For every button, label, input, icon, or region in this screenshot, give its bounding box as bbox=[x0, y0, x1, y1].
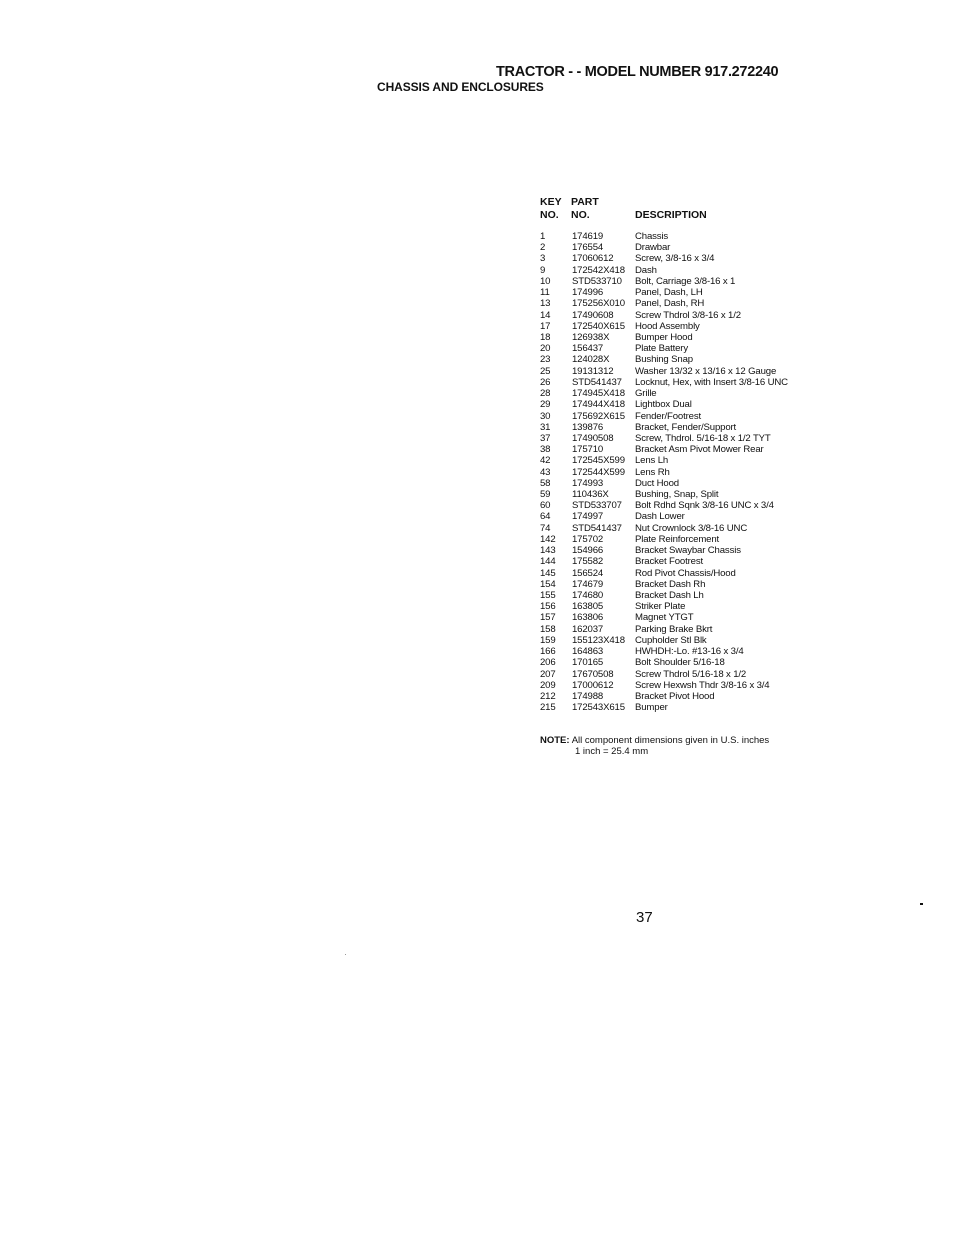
key-number: 143 bbox=[540, 545, 556, 557]
part-description: Screw, Thdrol. 5/16-18 x 1/2 TYT bbox=[635, 432, 771, 444]
part-description: Bumper Hood bbox=[635, 331, 693, 343]
part-number: 155123X418 bbox=[572, 634, 625, 646]
part-number: 174996 bbox=[572, 287, 604, 299]
key-header-line2: NO. bbox=[540, 209, 559, 221]
key-number: 166 bbox=[540, 646, 556, 658]
part-number: STD533707 bbox=[572, 500, 622, 512]
note-label: NOTE: bbox=[540, 735, 570, 746]
key-header-line1: KEY bbox=[540, 196, 562, 208]
part-description: Bumper bbox=[635, 702, 668, 714]
part-description: Drawbar bbox=[635, 242, 671, 254]
part-number: 172544X599 bbox=[572, 466, 625, 478]
part-description: Grille bbox=[635, 388, 657, 400]
part-number: 156524 bbox=[572, 567, 604, 579]
part-description: Magnet YTGT bbox=[635, 612, 694, 624]
dimension-note bbox=[540, 735, 769, 757]
part-number: 156437 bbox=[572, 343, 604, 355]
part-header-line2: NO. bbox=[571, 209, 590, 221]
part-number: 139876 bbox=[572, 421, 604, 433]
part-number: 174619 bbox=[572, 231, 604, 242]
part-number: 124028X bbox=[572, 354, 610, 366]
part-description: Parking Brake Bkrt bbox=[635, 623, 713, 635]
part-description: Nut Crownlock 3/8-16 UNC bbox=[635, 522, 748, 534]
part-description: Locknut, Hex, with Insert 3/8-16 UNC bbox=[635, 376, 788, 388]
part-description: Lens Lh bbox=[635, 455, 669, 467]
part-description: Bracket Swaybar Chassis bbox=[635, 545, 741, 557]
key-number: 23 bbox=[540, 354, 551, 366]
part-number: 172540X615 bbox=[572, 320, 625, 332]
description-header: DESCRIPTION bbox=[635, 209, 707, 221]
part-description: Bushing Snap bbox=[635, 354, 693, 366]
part-number: 176554 bbox=[572, 242, 604, 254]
note-line-2: 1 inch = 25.4 mm bbox=[575, 746, 649, 757]
part-description: Bolt, Carriage 3/8-16 x 1 bbox=[635, 275, 736, 287]
part-number: 172542X418 bbox=[572, 264, 625, 276]
part-number: 170165 bbox=[572, 657, 604, 669]
part-number: 19131312 bbox=[572, 365, 614, 377]
part-description: Bracket, Fender/Support bbox=[635, 421, 737, 433]
part-header-line1: PART bbox=[571, 196, 599, 208]
part-description: Rod Pivot Chassis/Hood bbox=[635, 567, 736, 579]
key-number: 212 bbox=[540, 690, 556, 702]
stray-speck bbox=[345, 954, 346, 955]
key-number: 60 bbox=[540, 500, 551, 512]
part-number: 175692X615 bbox=[572, 410, 625, 422]
key-number: 10 bbox=[540, 275, 551, 287]
key-number: 31 bbox=[540, 421, 551, 433]
key-number: 144 bbox=[540, 556, 556, 568]
part-description: Plate Reinforcement bbox=[635, 533, 720, 545]
part-description: HWHDH:-Lo. #13-16 x 3/4 bbox=[635, 646, 744, 658]
key-number: 18 bbox=[540, 331, 551, 343]
part-number: 174945X418 bbox=[572, 388, 625, 400]
key-number: 159 bbox=[540, 634, 556, 646]
part-number: 175710 bbox=[572, 444, 604, 456]
part-description: Chassis bbox=[635, 231, 669, 242]
key-number: 37 bbox=[540, 432, 551, 444]
key-number: 11 bbox=[540, 287, 550, 299]
part-description: Lens Rh bbox=[635, 466, 670, 478]
part-description: Screw Thdrol 3/8-16 x 1/2 bbox=[635, 309, 741, 321]
part-number: 17490608 bbox=[572, 309, 614, 321]
part-number: 174993 bbox=[572, 477, 604, 489]
key-number: 28 bbox=[540, 388, 551, 400]
part-description: Hood Assembly bbox=[635, 320, 700, 332]
part-number: 162037 bbox=[572, 623, 604, 635]
key-number: 42 bbox=[540, 455, 551, 467]
part-description: Washer 13/32 x 13/16 x 12 Gauge bbox=[635, 365, 777, 377]
part-number: 110436X bbox=[572, 489, 609, 501]
part-number: 164863 bbox=[572, 646, 604, 658]
key-number: 38 bbox=[540, 444, 551, 456]
key-number: 30 bbox=[540, 410, 551, 422]
part-number: 175256X010 bbox=[572, 298, 625, 310]
page-number: 37 bbox=[636, 909, 653, 926]
key-number: 215 bbox=[540, 702, 556, 714]
key-number: 29 bbox=[540, 399, 551, 411]
key-number: 1 bbox=[540, 231, 546, 242]
key-number: 59 bbox=[540, 489, 551, 501]
key-number: 43 bbox=[540, 466, 551, 478]
part-description: Bushing, Snap, Split bbox=[635, 489, 719, 501]
part-number: 17670508 bbox=[572, 668, 614, 680]
part-number: 175702 bbox=[572, 533, 604, 545]
key-number: 142 bbox=[540, 533, 556, 545]
key-number: 9 bbox=[540, 264, 546, 276]
key-number: 206 bbox=[540, 657, 556, 669]
part-number: 174944X418 bbox=[572, 399, 625, 411]
part-number: 174680 bbox=[572, 590, 604, 601]
key-number: 207 bbox=[540, 668, 556, 680]
part-description: Bracket Dash Rh bbox=[635, 578, 706, 590]
part-description: Lightbox Dual bbox=[635, 399, 692, 411]
stray-mark bbox=[920, 903, 923, 905]
key-number: 64 bbox=[540, 511, 551, 523]
part-description: Screw, 3/8-16 x 3/4 bbox=[635, 253, 715, 265]
key-number: 2 bbox=[540, 242, 546, 254]
part-number: 172545X599 bbox=[572, 455, 625, 467]
part-number: STD541437 bbox=[572, 376, 622, 388]
key-number: 156 bbox=[540, 601, 556, 613]
key-number: 158 bbox=[540, 623, 556, 635]
note-line-1: All component dimensions given in U.S. inches bbox=[571, 735, 770, 746]
key-number: 25 bbox=[540, 365, 551, 377]
part-number: 175582 bbox=[572, 556, 604, 568]
part-number: 154966 bbox=[572, 545, 604, 557]
part-number: 17060612 bbox=[572, 253, 614, 265]
part-description: Bracket Pivot Hood bbox=[635, 690, 715, 702]
part-description: Bolt Shoulder 5/16-18 bbox=[635, 657, 725, 669]
part-number: STD541437 bbox=[572, 522, 622, 534]
part-description: Screw Hexwsh Thdr 3/8-16 x 3/4 bbox=[635, 679, 770, 691]
key-number: 17 bbox=[540, 320, 551, 332]
key-number: 209 bbox=[540, 679, 556, 691]
part-description: Panel, Dash, RH bbox=[635, 298, 705, 310]
part-number: 126938X bbox=[572, 331, 610, 343]
key-number: 155 bbox=[540, 590, 556, 601]
key-number: 20 bbox=[540, 343, 551, 355]
part-description: Striker Plate bbox=[635, 601, 686, 613]
key-number: 14 bbox=[540, 309, 551, 321]
page-title: TRACTOR - - MODEL NUMBER 917.272240 bbox=[496, 64, 779, 80]
key-number: 145 bbox=[540, 567, 556, 579]
key-number: 74 bbox=[540, 522, 551, 534]
part-number: 163806 bbox=[572, 612, 604, 624]
part-number: 174997 bbox=[572, 511, 604, 523]
part-number: 172543X615 bbox=[572, 702, 625, 714]
part-number: 17490508 bbox=[572, 432, 614, 444]
part-description: Bracket Dash Lh bbox=[635, 590, 704, 601]
part-description: Cupholder Stl Blk bbox=[635, 634, 707, 646]
part-description: Dash Lower bbox=[635, 511, 685, 523]
part-number: 174988 bbox=[572, 690, 604, 702]
part-description: Bracket Footrest bbox=[635, 556, 703, 568]
part-description: Bolt Rdhd Sqnk 3/8-16 UNC x 3/4 bbox=[635, 500, 774, 512]
part-description: Dash bbox=[635, 264, 657, 276]
part-description: Screw Thdrol 5/16-18 x 1/2 bbox=[635, 668, 747, 680]
section-title: CHASSIS AND ENCLOSURES bbox=[377, 80, 544, 94]
part-description: Plate Battery bbox=[635, 343, 688, 355]
key-number: 154 bbox=[540, 578, 556, 590]
part-description: Bracket Asm Pivot Mower Rear bbox=[635, 444, 764, 456]
key-number: 3 bbox=[540, 253, 546, 265]
key-number: 58 bbox=[540, 477, 551, 489]
part-number: 174679 bbox=[572, 578, 604, 590]
key-number: 157 bbox=[540, 612, 556, 624]
part-description: Panel, Dash, LH bbox=[635, 287, 703, 299]
key-number: 13 bbox=[540, 298, 551, 310]
part-number: 17000612 bbox=[572, 679, 614, 691]
part-number: 163805 bbox=[572, 601, 604, 613]
part-description: Duct Hood bbox=[635, 477, 679, 489]
key-number: 26 bbox=[540, 376, 551, 388]
part-description: Fender/Footrest bbox=[635, 410, 702, 422]
part-number: STD533710 bbox=[572, 275, 622, 287]
